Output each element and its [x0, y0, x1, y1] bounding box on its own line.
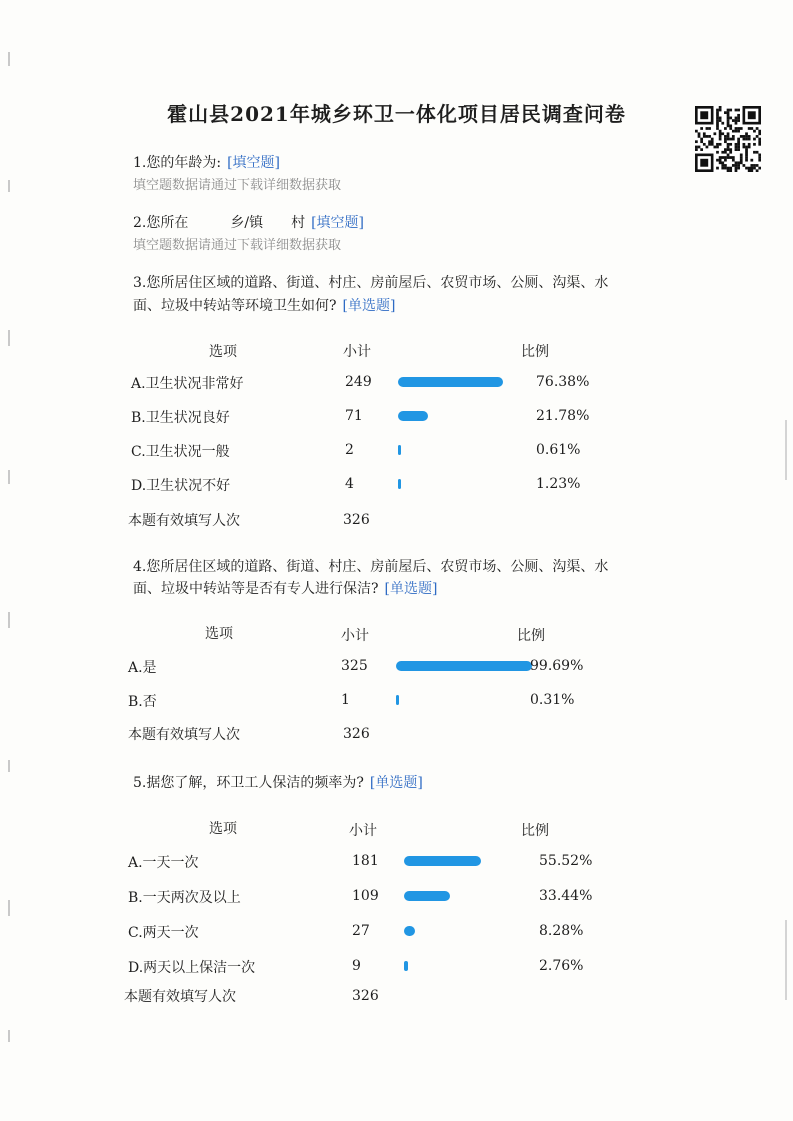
ratio-bar — [404, 891, 450, 901]
qr-code-icon — [695, 106, 761, 172]
ratio-bar — [398, 479, 401, 489]
question-2-type: [填空题] — [311, 215, 365, 231]
option-ratio: 0.61% — [536, 442, 581, 458]
edge-shadow — [785, 920, 787, 1000]
option-label: B.一天两次及以上 — [128, 890, 241, 906]
option-count: 1 — [341, 692, 350, 708]
binding-mark — [8, 330, 10, 346]
question-5-text: 5.据您了解，环卫工人保洁的频率为? — [133, 775, 364, 791]
binding-mark — [8, 52, 10, 66]
binding-mark — [8, 900, 10, 916]
total-count: 326 — [343, 726, 370, 742]
total-label: 本题有效填写人次 — [128, 727, 240, 743]
table-header-option: 选项 — [209, 821, 237, 837]
option-count: 325 — [341, 658, 368, 674]
question-4-line-1: 4.您所居住区域的道路、街道、村庄、房前屋后、农贸市场、公厕、沟渠、水 — [133, 559, 609, 575]
option-count: 109 — [352, 888, 379, 904]
option-ratio: 33.44% — [539, 888, 593, 904]
binding-mark — [8, 180, 10, 192]
option-ratio: 76.38% — [536, 374, 590, 390]
binding-mark — [8, 760, 10, 772]
total-count: 326 — [352, 988, 379, 1004]
option-label: D.卫生状况不好 — [131, 478, 231, 494]
question-1 — [133, 152, 280, 172]
option-ratio: 0.31% — [530, 692, 575, 708]
option-label: B.否 — [128, 694, 157, 710]
question-1-hint: 填空题数据请通过下载详细数据获取 — [133, 178, 342, 193]
ratio-bar — [404, 926, 415, 936]
binding-mark — [8, 1030, 10, 1042]
question-5-type: [单选题] — [369, 775, 423, 791]
option-count: 9 — [352, 958, 361, 974]
question-3-text: 面、垃圾中转站等环境卫生如何? — [133, 298, 337, 314]
question-3-type: [单选题] — [342, 298, 396, 314]
question-2 — [133, 212, 364, 232]
total-label: 本题有效填写人次 — [124, 989, 236, 1005]
ratio-bar — [396, 661, 532, 671]
question-1-text: 1.您的年龄为: — [133, 155, 222, 171]
option-label: A.一天一次 — [128, 855, 199, 871]
option-label: B.卫生状况良好 — [131, 410, 230, 426]
option-ratio: 1.23% — [536, 476, 581, 492]
option-count: 2 — [345, 442, 354, 458]
edge-shadow — [785, 420, 787, 480]
question-2-hint: 填空题数据请通过下载详细数据获取 — [133, 238, 342, 253]
question-3-line-1: 3.您所居住区域的道路、街道、村庄、房前屋后、农贸市场、公厕、沟渠、水 — [133, 275, 609, 291]
option-ratio: 99.69% — [530, 658, 584, 674]
option-label: C.两天一次 — [128, 925, 199, 941]
ratio-bar — [404, 856, 481, 866]
ratio-bar — [398, 377, 503, 387]
table-header-option: 选项 — [209, 344, 237, 360]
option-label: C.卫生状况一般 — [131, 444, 230, 460]
option-count: 27 — [352, 923, 370, 939]
total-label: 本题有效填写人次 — [128, 513, 240, 529]
table-header-option: 选项 — [205, 626, 233, 642]
option-ratio: 55.52% — [539, 853, 593, 869]
option-label: A.是 — [128, 660, 157, 676]
question-4-type: [单选题] — [384, 581, 438, 597]
table-header-count: 小计 — [349, 823, 377, 839]
question-3-line-2 — [133, 295, 395, 315]
option-label: D.两天以上保洁一次 — [128, 960, 256, 976]
ratio-bar — [398, 445, 401, 455]
option-count: 249 — [345, 374, 372, 390]
question-2-text: 2.您所在 乡/镇 村 — [133, 215, 306, 231]
option-ratio: 8.28% — [539, 923, 584, 939]
page-title: 霍山县2021年城乡环卫一体化项目居民调查问卷 — [167, 102, 626, 126]
option-count: 181 — [352, 853, 379, 869]
total-count: 326 — [343, 512, 370, 528]
binding-mark — [8, 612, 10, 628]
question-5-line-1 — [133, 772, 423, 792]
question-4-line-2 — [133, 578, 437, 598]
table-header-count: 小计 — [343, 344, 371, 360]
ratio-bar — [396, 695, 399, 705]
ratio-bar — [404, 961, 408, 971]
option-count: 4 — [345, 476, 354, 492]
question-1-type: [填空题] — [227, 155, 281, 171]
option-ratio: 21.78% — [536, 408, 590, 424]
option-label: A.卫生状况非常好 — [131, 376, 244, 392]
option-count: 71 — [345, 408, 363, 424]
table-header-ratio: 比例 — [521, 823, 549, 839]
table-header-count: 小计 — [341, 628, 369, 644]
ratio-bar — [398, 411, 428, 421]
table-header-ratio: 比例 — [517, 628, 545, 644]
question-4-text: 面、垃圾中转站等是否有专人进行保洁? — [133, 581, 379, 597]
table-header-ratio: 比例 — [521, 344, 549, 360]
option-ratio: 2.76% — [539, 958, 584, 974]
binding-mark — [8, 470, 10, 484]
